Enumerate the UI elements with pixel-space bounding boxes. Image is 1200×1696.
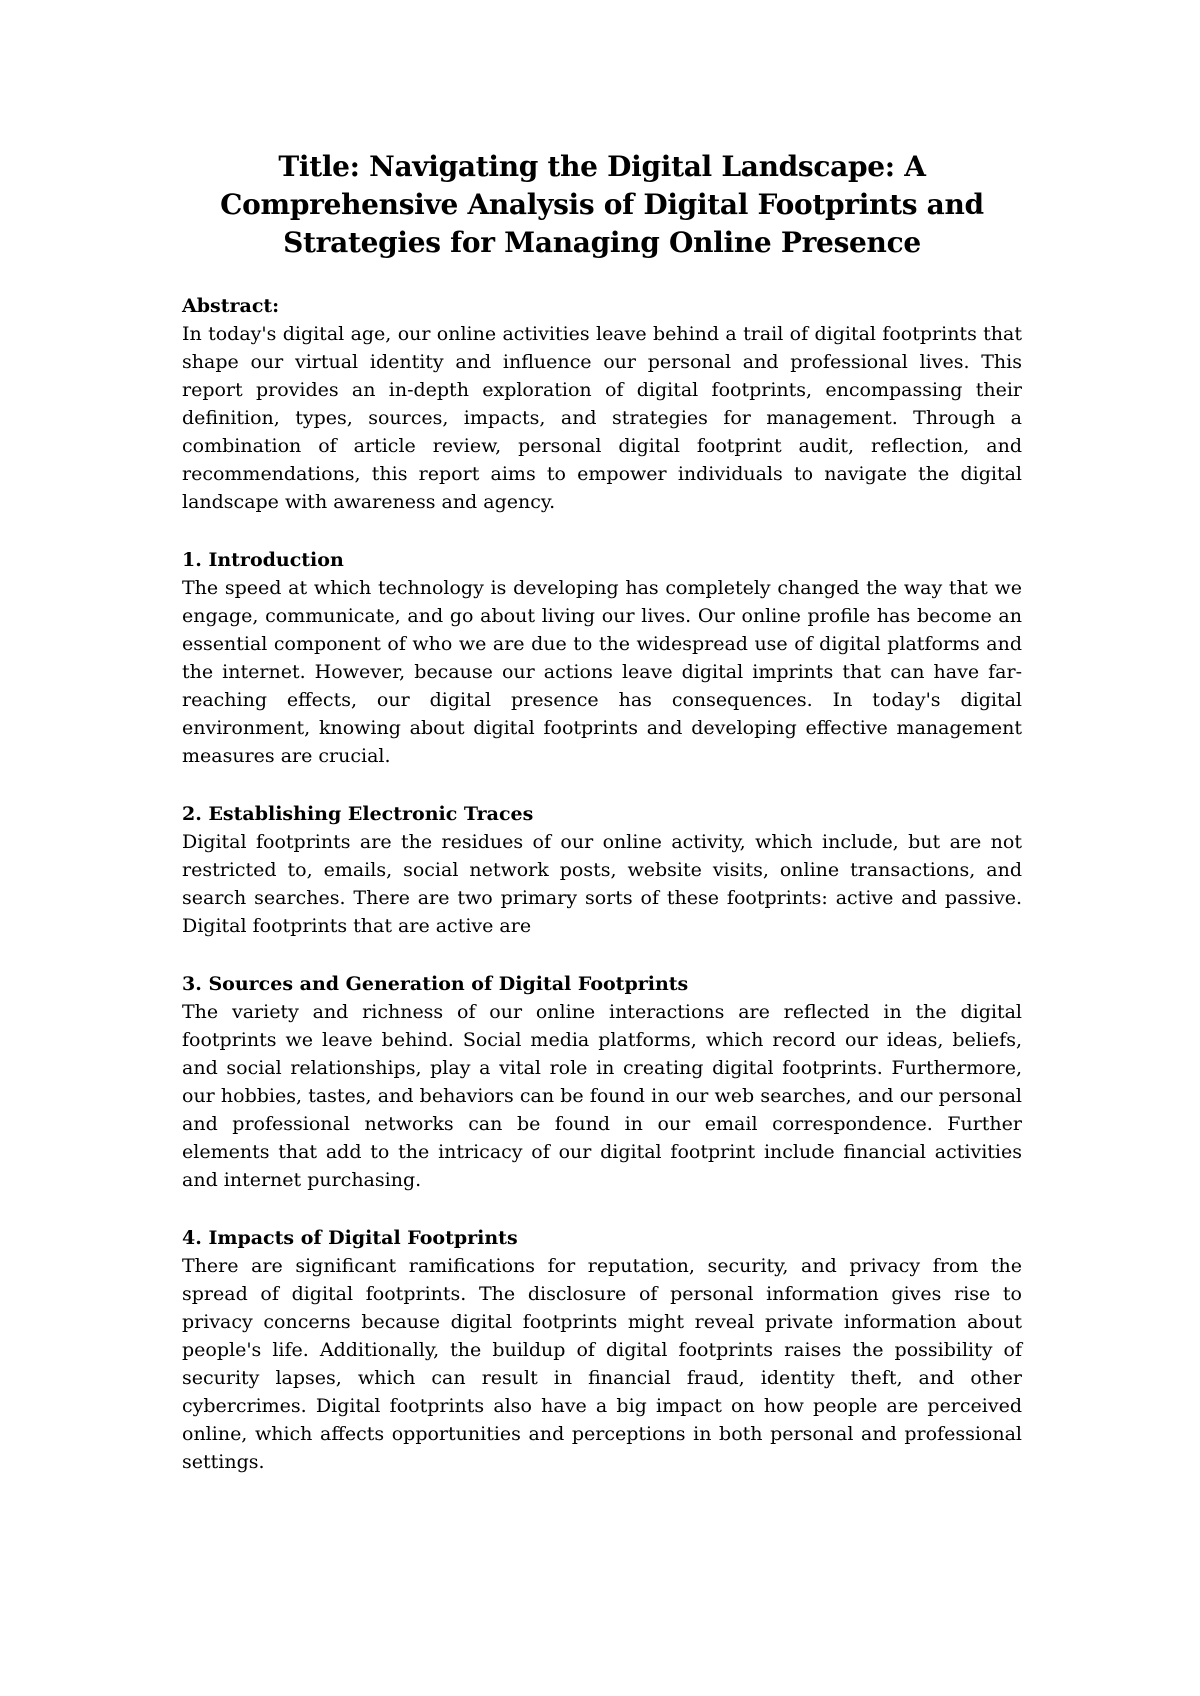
section-impacts [182, 1224, 1022, 1476]
document-title: Title: Navigating the Digital Landscape: A Comprehensive Analysis of Digital Footprints and Strategies for Managing Online Presence [220, 150, 984, 259]
section-heading: 4. Impacts of Digital Footprints [182, 1227, 518, 1249]
section-abstract [182, 292, 1022, 516]
document-content [182, 148, 1022, 1476]
section-body: The variety and richness of our online interactions are reflected in the digital footprints we leave behind. Social media platforms, which record our ideas, beliefs, and social relationships, play a vital role in creating digital footprints. Furthermore, our hobbies, tastes, and behaviors can be found in our web searches, and our personal and professional networks can be found in our email correspondence. Further elements that add to the intricacy of our digital footprint include financial activities and internet purchasing. [182, 1001, 1022, 1191]
section-heading: Abstract: [182, 295, 280, 317]
section-heading: 1. Introduction [182, 549, 344, 571]
section-heading: 2. Establishing Electronic Traces [182, 803, 534, 825]
section-heading: 3. Sources and Generation of Digital Footprints [182, 973, 689, 995]
section-body: There are significant ramifications for reputation, security, and privacy from the spread of digital footprints. The disclosure of personal information gives rise to privacy concerns because digital footprints might reveal private information about people's life. Additionally, the buildup of digital footprints raises the possibility of security lapses, which can result in financial fraud, identity theft, and other cybercrimes. Digital footprints also have a big impact on how people are perceived online, which affects opportunities and perceptions in both personal and professional settings. [182, 1255, 1022, 1473]
section-body: Digital footprints are the residues of our online activity, which include, but are not restricted to, emails, social network posts, website visits, online transactions, and search searches. There are two primary sorts of these footprints: active and passive. Digital footprints that are active are [182, 831, 1022, 937]
section-body: In today's digital age, our online activities leave behind a trail of digital footprints that shape our virtual identity and influence our personal and professional lives. This report provides an in-depth exploration of digital footprints, encompassing their definition, types, sources, impacts, and strategies for management. Through a combination of article review, personal digital footprint audit, reflection, and recommendations, this report aims to empower individuals to navigate the digital landscape with awareness and agency. [182, 323, 1022, 513]
section-body: The speed at which technology is developing has completely changed the way that we engage, communicate, and go about living our lives. Our online profile has become an essential component of who we are due to the widespread use of digital platforms and the internet. However, because our actions leave digital imprints that can have far-reaching effects, our digital presence has consequences. In today's digital environment, knowing about digital footprints and developing effective management measures are crucial. [182, 577, 1022, 767]
section-sources [182, 970, 1022, 1194]
section-electronic-traces [182, 800, 1022, 940]
section-introduction [182, 546, 1022, 770]
